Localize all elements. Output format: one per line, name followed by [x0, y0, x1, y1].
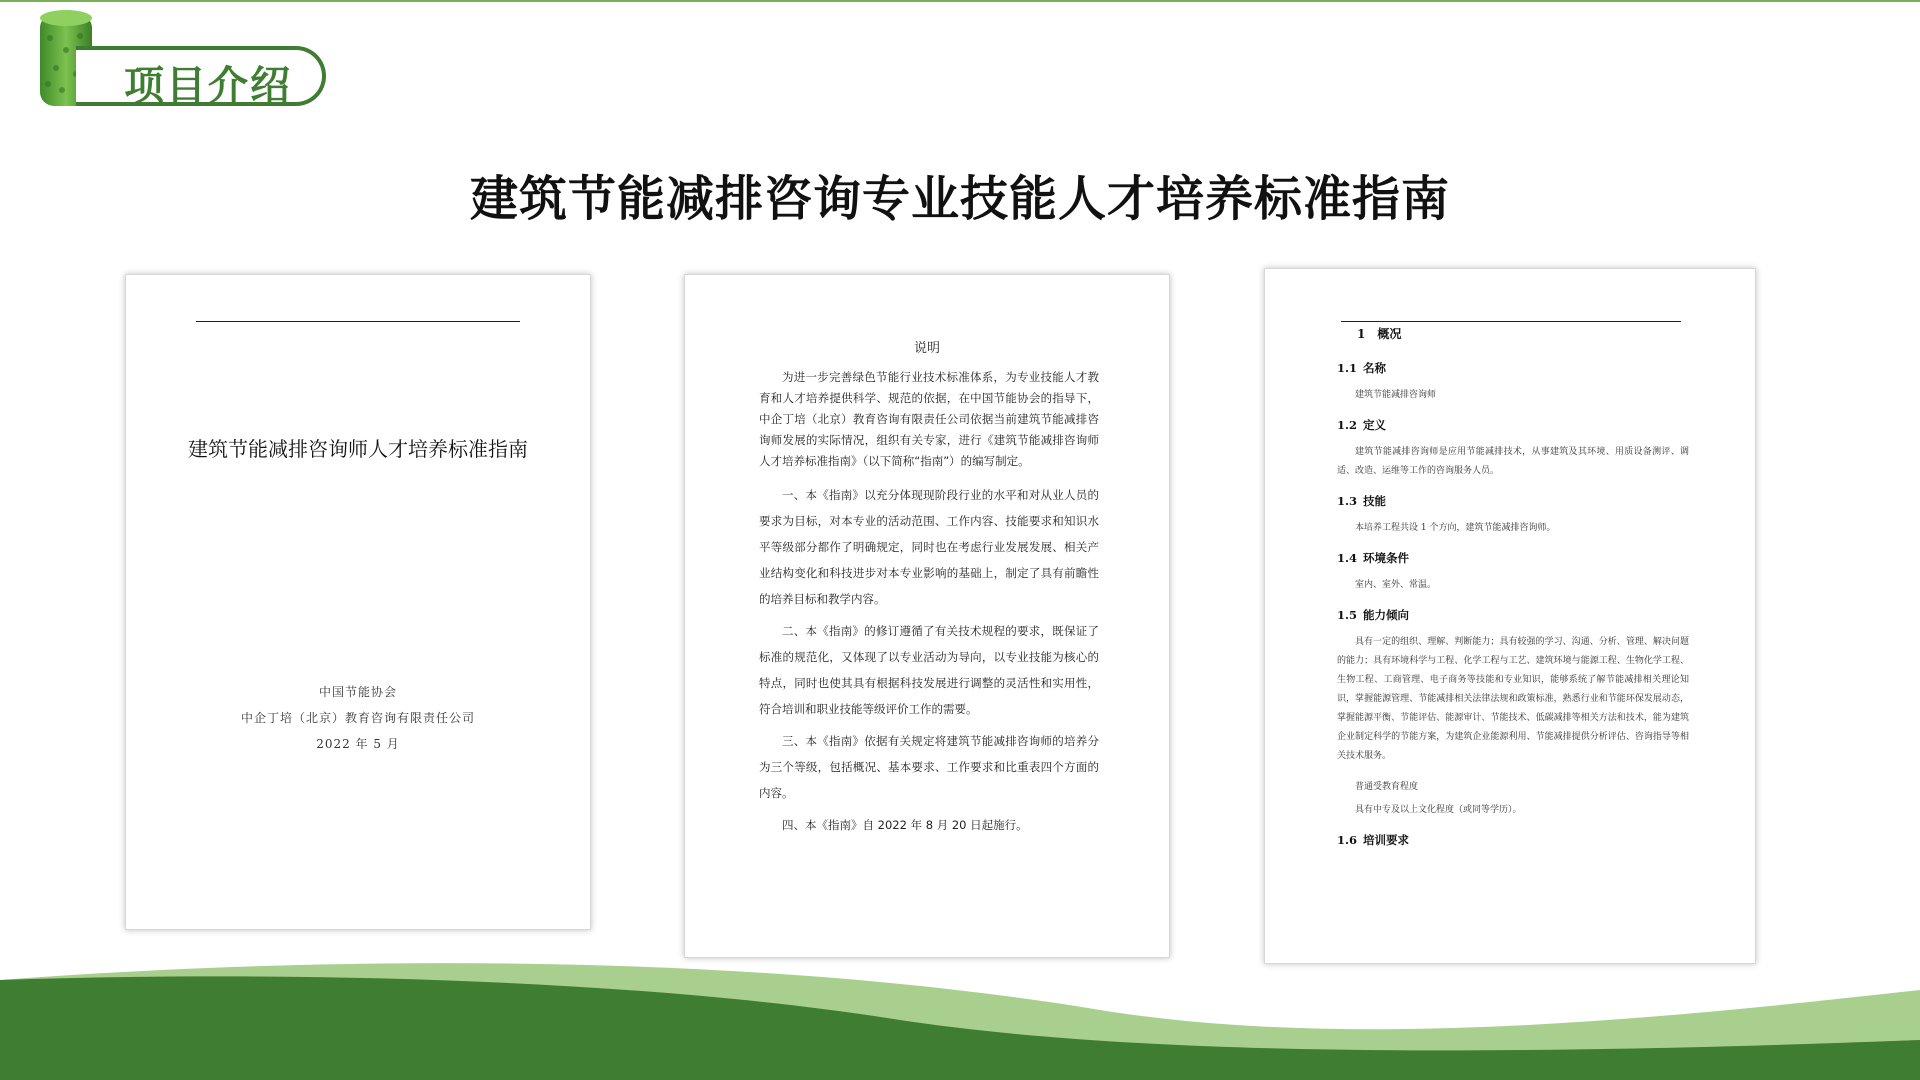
section-heading	[1337, 832, 1689, 848]
section-title: 环境条件	[1363, 551, 1410, 565]
intro-body	[759, 367, 1099, 844]
cover-date: 2022 年 5 月	[316, 737, 400, 751]
cover-title: 建筑节能减排咨询师人才培养标准指南	[188, 437, 528, 461]
document-cover-page	[125, 274, 591, 930]
cover-org-2: 中企丁培（北京）教育咨询有限责任公司	[240, 711, 475, 725]
overview-rule	[1341, 321, 1681, 322]
section-title: 定义	[1363, 418, 1387, 432]
section-text: 具有中专及以上文化程度（或同等学历）。	[1355, 805, 1522, 815]
section-number: 1.1	[1337, 361, 1358, 375]
intro-paragraph: 为进一步完善绿色节能行业技术标准体系，为专业技能人才教育和人才培养提供科学、规范的依据，在中国节能协会的指导下，中企丁培（北京）教育咨询有限责任公司依据当前建筑节能减排咨询师发展的实际情况，组织有关专家，进行《建筑节能减排咨询师人才培养标准指南》（以下简称“指南”）的编写制定。	[759, 370, 1099, 468]
section-number: 1.6	[1337, 833, 1358, 847]
section-label: 项目介绍	[124, 63, 292, 109]
document-overview-page	[1264, 268, 1756, 964]
section-heading	[1337, 550, 1689, 566]
intro-paragraph: 三、本《指南》依据有关规定将建筑节能减排咨询师的培养分为三个等级，包括概况、基本要求、工作要求和比重表四个方面的内容。	[759, 734, 1099, 800]
document-intro-page	[684, 274, 1170, 958]
section-text: 普通受教育程度	[1355, 782, 1419, 792]
section-text: 建筑节能减排咨询师	[1355, 390, 1437, 400]
section-text: 室内、室外、常温。	[1355, 580, 1437, 590]
cover-rule	[196, 321, 520, 322]
chapter-heading: 1 概况	[1357, 327, 1402, 341]
intro-heading: 说明	[913, 341, 940, 356]
section-number: 1.3	[1337, 494, 1358, 508]
section-heading	[1337, 493, 1689, 509]
section-heading	[1337, 607, 1689, 623]
section-heading	[1337, 360, 1689, 376]
page-title: 建筑节能减排咨询专业技能人才培养标准指南	[469, 171, 1450, 227]
top-accent-line	[0, 0, 1920, 2]
section-text: 本培养工程共设 1 个方向，建筑节能减排咨询师。	[1355, 523, 1556, 533]
section-title: 能力倾向	[1363, 608, 1410, 622]
section-title: 培训要求	[1363, 833, 1410, 847]
section-title: 名称	[1363, 361, 1387, 375]
section-heading	[1337, 417, 1689, 433]
overview-body	[1337, 325, 1689, 858]
bottom-wave-decoration	[0, 950, 1920, 1080]
section-title: 技能	[1363, 494, 1387, 508]
section-number: 1.4	[1337, 551, 1358, 565]
section-text: 建筑节能减排咨询师是应用节能减排技术，从事建筑及其环境、用质设备测评、调适、改造、运维等工作的咨询服务人员。	[1337, 447, 1689, 476]
intro-paragraph: 二、本《指南》的修订遵循了有关技术规程的要求，既保证了标准的规范化，又体现了以专业活动为导向，以专业技能为核心的特点，同时也使其具有根据科技发展进行调整的灵活性和实用性，符合培训和职业技能等级评价工作的需要。	[759, 624, 1099, 716]
section-number: 1.2	[1337, 418, 1358, 432]
intro-paragraph: 四、本《指南》自 2022 年 8 月 20 日起施行。	[782, 818, 1028, 832]
section-text: 具有一定的组织、理解、判断能力；具有较强的学习、沟通、分析、管理、解决问题的能力；具有环境科学与工程、化学工程与工艺、建筑环境与能源工程、生物化学工程、生物工程、工商管理、电子商务等技能和专业知识，能够系统了解节能减排相关理论知识，掌握能源管理、节能减排相关法律法规和政策标准，熟悉行业和节能环保发展动态，掌握能源平衡、节能评估、能源审计、节能技术、低碳减排等相关方法和技术，能为建筑企业制定科学的节能方案，为建筑企业能源利用、节能减排提供分析评估、咨询指导等相关技术服务。	[1337, 637, 1689, 761]
section-number: 1.5	[1337, 608, 1358, 622]
cover-org-1: 中国节能协会	[318, 685, 397, 699]
section-badge	[36, 8, 336, 112]
intro-paragraph: 一、本《指南》以充分体现现阶段行业的水平和对从业人员的要求为目标，对本专业的活动范围、工作内容、技能要求和知识水平等级部分都作了明确规定，同时也在考虑行业发展发展、相关产业结构变化和科技进步对本专业影响的基础上，制定了具有前瞻性的培养目标和教学内容。	[759, 488, 1099, 606]
